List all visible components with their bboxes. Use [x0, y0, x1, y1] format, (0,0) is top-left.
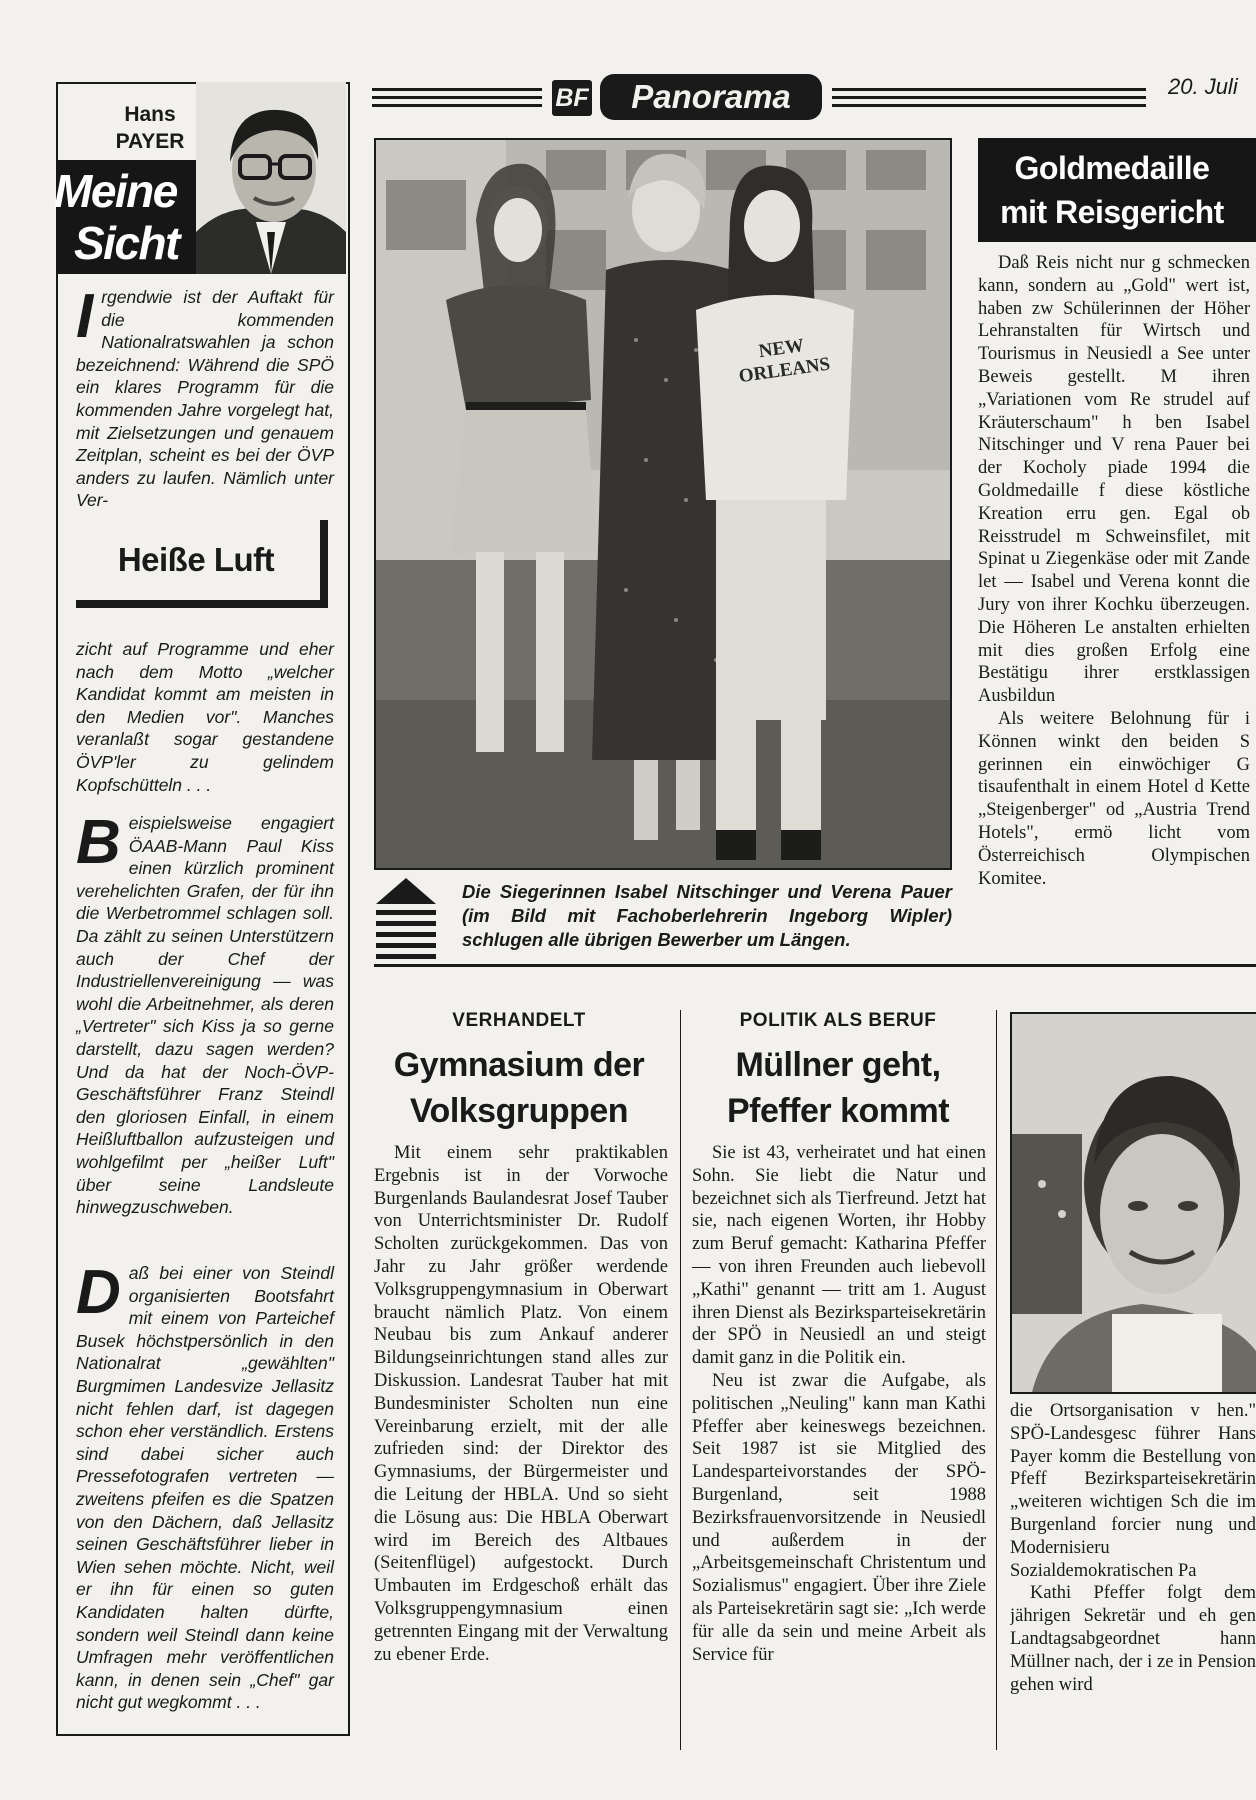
column-intro [76, 282, 334, 512]
pol-kicker: POLITIK ALS BERUF [739, 1010, 937, 1031]
dropcap-i: I [76, 282, 94, 351]
column-para3: eispielsweise engagiert ÖAAB-Mann Paul Kiss einen kürzlich prominent verehelichten Grafen, der für ihn die Werbetrommel schlagen soll. Da zählt zu seinen Unterstützern auch der Chef der Industriellenvereinigung — was wohl die Arbeitnehmer, als deren „Vertreter" sich Kiss ja so gerne darstellt, dazu sagen werden? Und da hat der Noch-ÖVP-Geschäftsführer Franz Steindl den gloriosen Einfall, in einem Heißluftballon aufzusteigen und wohlgefilmt per „heißer Luft" über seine Landsleute hinwegzuschweben. [76, 813, 334, 1218]
issue-date: 20. Juli [1168, 74, 1238, 99]
column-para2: zicht auf Programme und eher nach dem Motto „welcher Kandidat kommt am meisten in den Medien vor". Manches veranlaßt sogar gestandene ÖVP'ler zu gelindem Kopfschütteln . . . [76, 639, 334, 795]
header-rule-right-3 [832, 104, 1146, 107]
gold-para2: Als weitere Belohnung für i Können winkt den beiden S gerinnen ein einwöchiger G tisaufenthalt in einem Hotel d Kette „Steigenberger" od „Austria Trend Hotels", ermö licht vom Österreichisch Olympischen Komitee. [978, 708, 1250, 889]
pol-headline-line1: Müllner geht, [735, 1046, 941, 1084]
gold-para1: Daß Reis nicht nur g schmecken kann, sondern au „Gold" wert ist, haben zw Schülerinnen der Höher Lehranstalten für Wirtsch und Tourismus in Neusiedl a See unter Beweis gestellt. M ihren „Variationen vom Re strudel auf Kräuterschaum" h ben Isabel Nitschinger und V rena Pauer bei der Kocholy piade 1994 die Goldmedaille f diese köstliche Kreation erru gen. Egal ob Reisstrudel m Schweinsfilet, mit Spinat u Ziegenkäse oder mit Zande let — Isabel und Verena konnt die Jury von ihrer Kochku überzeugen. Die Höheren Le anstalten erhielten mit dies großen Erfolg eine Bestätigu ihrer erstklassigen Ausbildun [978, 253, 1250, 707]
up-arrow-icon [376, 878, 436, 968]
main-photo [374, 138, 952, 870]
right-lower-body [1010, 1400, 1256, 1696]
column-para4: aß bei einer von Steindl organisierten Bootsfahrt mit einem von Parteichef Busek höchstpersönlich in den Nationalrat „gewählten" Burgmimen Landesvize Jellasitz nicht fehlen darf, ist dagegen schon eher verständlich. Erstens sind dabei sicher auch Pressefotografen vertreten — zweitens pfeifen es die Spatzen von den Dächern, daß Jellasitz seinen Geschäftsführer lieber in Wien sehen möchte. Nicht, weil er ihn für einen so guten Kandidaten halten dürfte, sondern weil Steindl dann keine Umfragen mehr veröffentlichen kann, in denen sein „Chef" gar nicht gut wegkommt . . . [76, 1263, 334, 1713]
header-rule-left-3 [372, 104, 542, 107]
gym-kicker: VERHANDELT [452, 1010, 586, 1031]
column-body-2 [76, 638, 334, 796]
pol-para1: Sie ist 43, verheiratet und hat einen Sohn. Sie liebt die Natur und bezeichnet sich als Tierfreund. Jetzt hat sie, nach eigenen Worten, ihr Hobby zum Beruf gemacht: Katharina Pfeffer — von ihren Freunden auch liebevoll „Kathi" genannt — tritt am 1. August ihren Dienst als Bezirksparteisekretärin der SPÖ in Neusiedl an und steigt damit ganz in die Politik ein. [692, 1143, 986, 1369]
header-rule-right-2 [832, 96, 1146, 99]
pol-headline-line2: Pfeffer kommt [726, 1092, 950, 1130]
section-title: Panorama [600, 74, 822, 120]
subhead-box [76, 520, 328, 608]
pol-para2: Neu ist zwar die Aufgabe, als politischen „Neuling" kann man Kathi Pfeffer aber keineswegs bezeichnen. Seit 1987 ist sie Mitglied des Landesparteivorstandes der SPÖ-Burgenland, seit 1988 Bezirksfrauenvorsitzende in Neusiedl und außerdem in der „Arbeitsgemeinschaft Christentum und Sozialismus" engagiert. Über ihre Ziele als Parteisekretärin sagt sie: „Ich werde für alle da sein und meine Arbeit als Service für [692, 1370, 986, 1665]
header-rule-left [372, 88, 542, 91]
pol-body [692, 1142, 986, 1666]
right-lower-para2: Kathi Pfeffer folgt dem jährigen Sekretär und eh gen Landtagsabgeordnet hann Müllner nach, der i ze in Pension gehen wird [1010, 1583, 1256, 1695]
shirt-print: NEW ORLEANS [737, 335, 832, 388]
column-title-line1: Meine [54, 165, 177, 217]
gym-headline-line1: Gymnasium der [393, 1046, 645, 1084]
gym-para1: Mit einem sehr praktikablen Ergebnis ist in der Vorwoche Burgenlands Baulandesrat Josef Tauber von Unterrichtsminister Dr. Rudolf Scholten zurückgekommen. Das von Jahr zu Jahr größer werdende Volksgruppengymnasium in Oberwart braucht nämlich Platz. Von einem Neubau bis zum Ankauf anderer Bildungseinrichtungen stand alles zur Diskussion. Landesrat Tauber hat mit Bundesminister Scholten nun eine Vereinbarung erzielt, mit der alle zufrieden sind: der Direktor des Gymnasiums, der Bürgermeister und die Leitung der HBLA. Und so sieht die Lösung aus: Die HBLA Oberwart wird im Bereich des Altbaues (Seitenflügel) aufgestockt. Durch Umbauten im Erdgeschoß erhält das Volksgruppengymnasium einen getrennten Eingang mit der Verwaltung zu ebener Erde. [374, 1143, 668, 1665]
gym-headline-line2: Volksgruppen [409, 1092, 629, 1130]
subhead-side-rule [320, 520, 328, 608]
gold-headline-line1: Goldmedaille [1014, 150, 1210, 186]
subhead-heisse-luft: Heiße Luft [117, 541, 275, 578]
column-rule-1 [680, 1010, 681, 1750]
dropcap-d: D [76, 1258, 121, 1327]
column-title-line2: Sicht [74, 217, 179, 269]
header-rule-left-2 [372, 96, 542, 99]
gym-body [374, 1142, 668, 1666]
header-rule-right [832, 88, 1146, 91]
column-para1: rgendwie ist der Auftakt für die kommenden Nationalratswahlen ja schon bezeichnend: Während die SPÖ ein klares Programm für die kommenden Jahre vorgelegt hat, mit Zielsetzungen und genauem Zeitplan, scheint es bei der ÖVP anders zu laufen. Nämlich unter Ver- [76, 287, 334, 511]
gold-headline-line2: mit Reisgericht [1000, 194, 1224, 230]
author-last-name: PAYER [115, 130, 185, 153]
brand-logo: BF [552, 80, 592, 116]
column-body-3 [76, 808, 334, 1219]
column-rule-2 [996, 1010, 997, 1750]
subhead-bottom-rule [76, 600, 328, 608]
pfeffer-portrait [1010, 1012, 1256, 1394]
gold-body [978, 252, 1250, 890]
author-portrait [196, 82, 346, 274]
column-body-4 [76, 1258, 334, 1714]
right-lower-para1: die Ortsorganisation v hen." SPÖ-Landesgesc führer Hans Payer komm die Bestellung von Pfeff Bezirksparteisekretärin „weiteren wichtigen Sch die im Burgenland forcier nung und Modernisieru Sozialdemokratischen Pa [1010, 1401, 1256, 1581]
dropcap-b: B [76, 808, 121, 877]
section-divider [374, 964, 1256, 967]
photo-caption: Die Siegerinnen Isabel Nitschinger und Verena Pauer (im Bild mit Fachoberlehrerin Ingeborg Wipler) schlugen alle übrigen Bewerber um Längen. [462, 881, 952, 950]
author-first-name: Hans [124, 103, 176, 126]
